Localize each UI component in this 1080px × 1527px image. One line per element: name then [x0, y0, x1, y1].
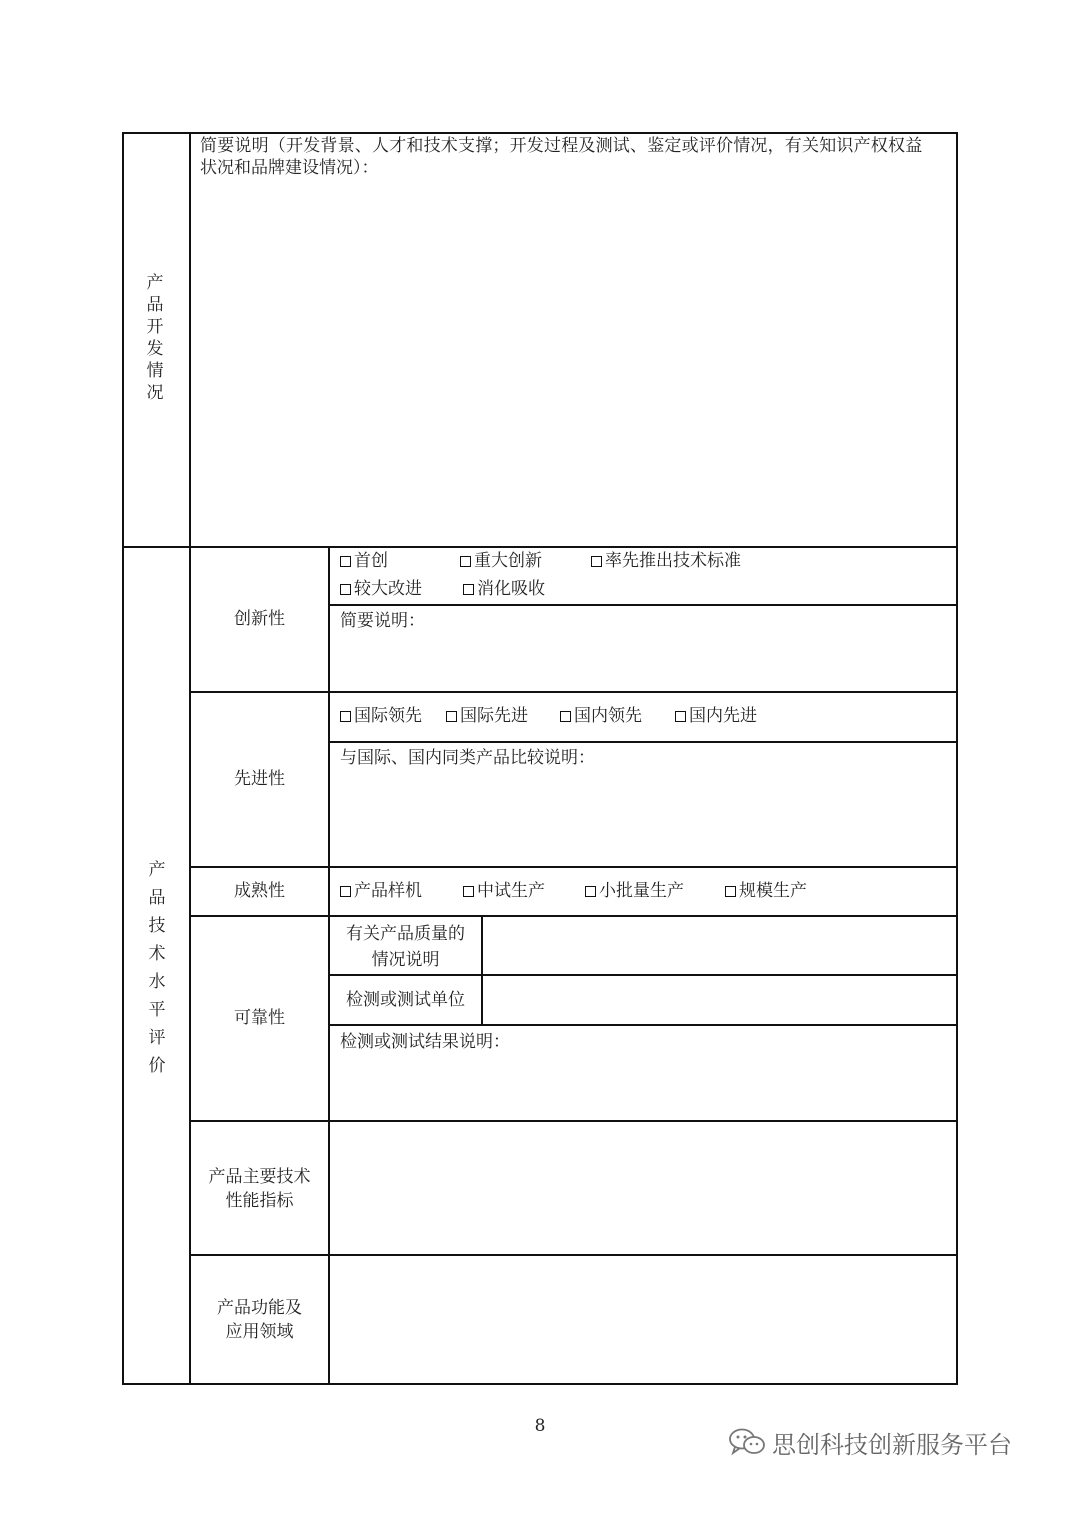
section-divider	[122, 546, 958, 548]
quality-field[interactable]	[484, 918, 954, 973]
option-label: 首创	[354, 551, 388, 571]
subrow-divider	[328, 1024, 958, 1026]
watermark	[728, 1422, 1012, 1462]
option-label: 消化吸收	[477, 579, 545, 599]
checkbox-icon	[463, 886, 474, 897]
maturity-label: 成熟性	[234, 881, 285, 901]
checkbox-icon	[725, 886, 736, 897]
checkbox-icon	[675, 711, 686, 722]
option-label: 率先推出技术标准	[605, 551, 741, 571]
dev-section-label: 产 品 开 发 情 况	[146, 273, 164, 403]
option-label: 小批量生产	[599, 881, 684, 901]
row-divider	[189, 866, 958, 868]
checkbox-icon	[340, 556, 351, 567]
innovation-note: 简要说明：	[340, 611, 425, 631]
advancement-label: 先进性	[234, 769, 285, 789]
checkbox-icon	[560, 711, 571, 722]
subrow-divider	[328, 974, 958, 976]
quality-label: 有关产品质量的 情况说明	[346, 924, 465, 970]
checkbox-guoji-xianjin[interactable]	[446, 704, 528, 728]
checkbox-icon	[463, 584, 474, 595]
checkbox-chanpin-yangji[interactable]	[340, 879, 422, 903]
test-result-note: 检测或测试结果说明：	[340, 1032, 510, 1052]
checkbox-icon	[585, 886, 596, 897]
advancement-note: 与国际、国内同类产品比较说明：	[340, 748, 595, 768]
checkbox-icon	[591, 556, 602, 567]
subrow-divider	[328, 604, 958, 606]
subrow-divider	[328, 741, 958, 743]
row-divider	[189, 1254, 958, 1256]
eval-section-label: 产 品 技 术 水 平 评 价	[148, 860, 166, 1076]
option-label: 中试生产	[477, 881, 545, 901]
innovation-label: 创新性	[234, 609, 285, 629]
application-field[interactable]	[331, 1257, 954, 1382]
checkbox-guonei-xianjin[interactable]	[675, 704, 757, 728]
performance-label: 产品主要技术 性能指标	[208, 1167, 311, 1211]
checkbox-icon	[460, 556, 471, 567]
row-divider	[189, 915, 958, 917]
checkbox-shouchuang[interactable]	[340, 549, 388, 573]
checkbox-guimo-shengchan[interactable]	[725, 879, 807, 903]
wechat-icon	[728, 1427, 766, 1457]
performance-field[interactable]	[331, 1123, 954, 1252]
checkbox-icon	[446, 711, 457, 722]
checkbox-xiaohua-xishou[interactable]	[463, 577, 545, 601]
option-label: 较大改进	[354, 579, 422, 599]
row-divider	[189, 1120, 958, 1122]
watermark-text: 思创科技创新服务平台	[772, 1430, 1012, 1459]
checkbox-guoji-lingxian[interactable]	[340, 704, 422, 728]
test-unit-label: 检测或测试单位	[346, 990, 465, 1010]
checkbox-zhongshi-shengchan[interactable]	[463, 879, 545, 903]
checkbox-icon	[340, 886, 351, 897]
checkbox-jiaoda-gaijin[interactable]	[340, 577, 422, 601]
checkbox-shuaixian-biaozhun[interactable]	[591, 549, 741, 573]
dev-description-line2: 状况和品牌建设情况）：	[200, 158, 379, 178]
option-label: 国内先进	[689, 706, 757, 726]
application-label: 产品功能及 应用领域	[217, 1298, 302, 1342]
checkbox-zhongda-chuangxin[interactable]	[460, 549, 542, 573]
dev-description-area[interactable]	[192, 182, 954, 544]
option-label: 规模生产	[739, 881, 807, 901]
reliability-label: 可靠性	[234, 1008, 285, 1028]
page-number: 8	[534, 1416, 546, 1436]
option-label: 国内领先	[574, 706, 642, 726]
checkbox-icon	[340, 711, 351, 722]
column-line	[481, 915, 483, 1025]
option-label: 重大创新	[474, 551, 542, 571]
dev-description-line1: 简要说明（开发背景、人才和技术支撑；开发过程及测试、鉴定或评价情况，有关知识产权权益	[200, 136, 923, 156]
checkbox-guonei-lingxian[interactable]	[560, 704, 642, 728]
test-unit-field[interactable]	[484, 977, 954, 1023]
option-label: 国际领先	[354, 706, 422, 726]
checkbox-icon	[340, 584, 351, 595]
option-label: 国际先进	[460, 706, 528, 726]
row-divider	[189, 691, 958, 693]
checkbox-xiaopiliang-shengchan[interactable]	[585, 879, 684, 903]
option-label: 产品样机	[354, 881, 422, 901]
